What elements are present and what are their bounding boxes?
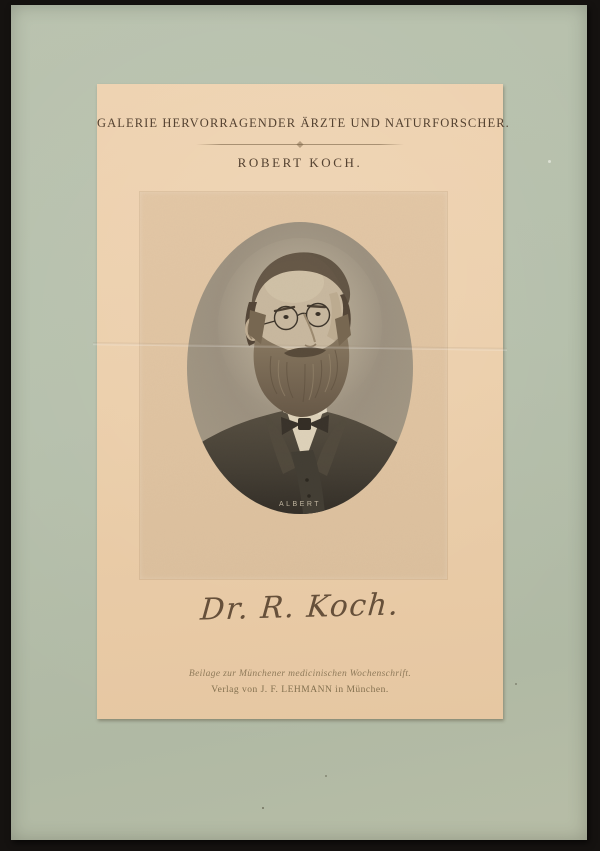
speck [515, 683, 517, 685]
series-title: GALERIE HERVORRAGENDER ÄRZTE UND NATURFORSCHER. [97, 116, 510, 130]
imprint-line-2: Verlag von J. F. LEHMANN in München. [211, 685, 389, 695]
mount-board [11, 5, 587, 840]
portrait-photo [140, 192, 447, 579]
title-divider [196, 142, 404, 147]
divider-diamond-ornament [296, 141, 303, 148]
subject-name: ROBERT KOCH. [237, 155, 363, 170]
imprint-line-1: Beilage zur Münchener medicinischen Wochenschrift. [188, 669, 412, 679]
speck [325, 775, 327, 777]
speck [548, 160, 551, 163]
photo-print [140, 192, 447, 579]
speck [262, 807, 264, 809]
photographer-credit: ALBERT [278, 501, 322, 508]
signature: Dr. R. Koch. [199, 587, 401, 628]
album-sheet [97, 84, 510, 719]
